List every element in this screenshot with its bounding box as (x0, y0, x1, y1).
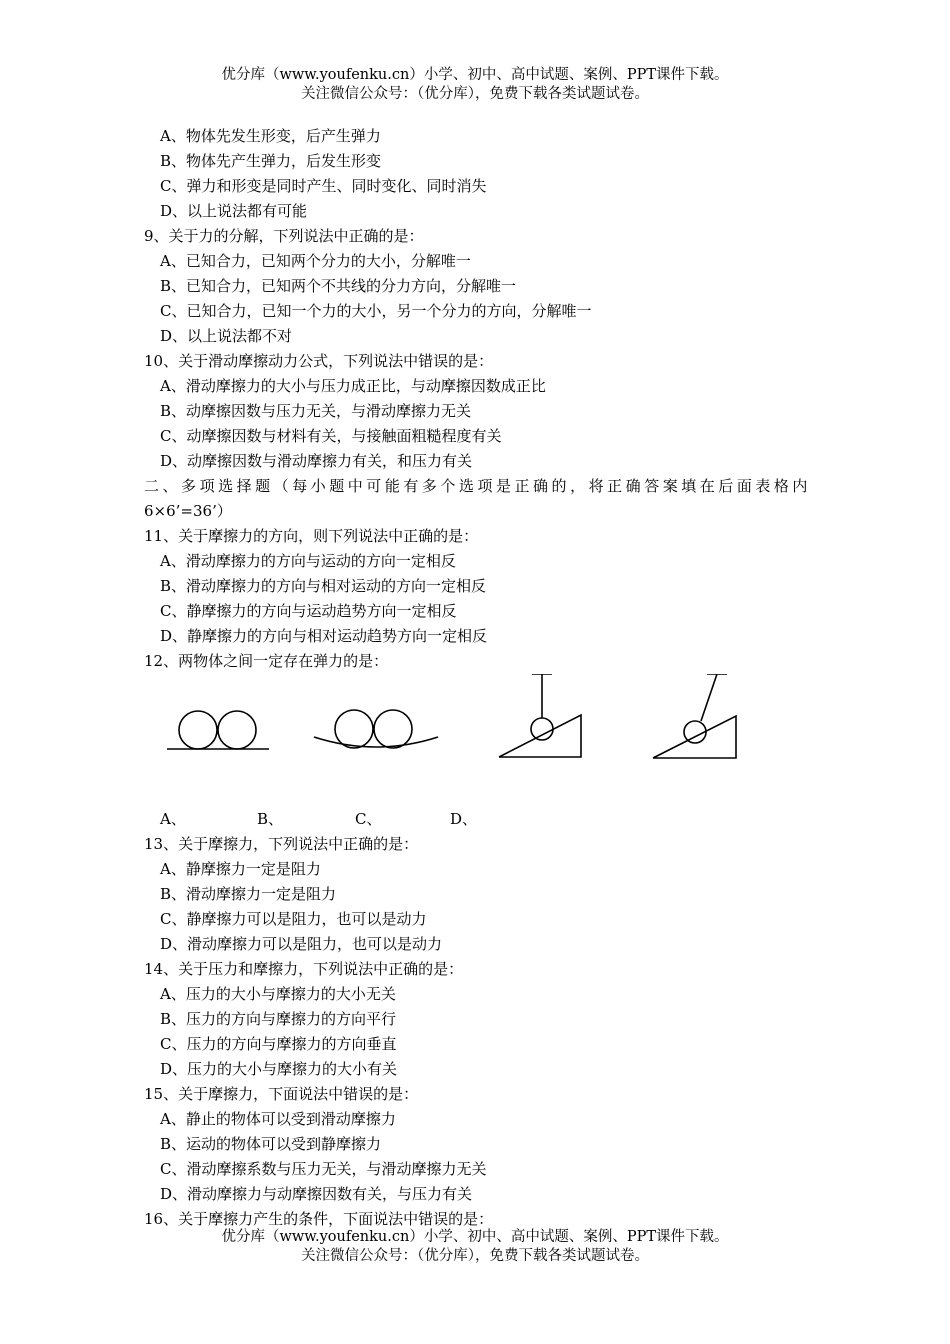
q12-stem: 12、两物体之间一定存在弹力的是： (144, 652, 389, 670)
figure-d (653, 674, 736, 758)
figure-c-ball (531, 718, 553, 740)
figure-c-incline (499, 715, 581, 757)
figure-b (314, 710, 438, 748)
figure-label-c: C、 (355, 810, 382, 828)
footer-line-1: 优分库（www.youfenku.cn）小学、初中、高中试题、案例、PPT课件下载。 (221, 1229, 729, 1245)
q9-option-c: C、已知合力，已知一个力的大小，另一个分力的方向，分解唯一 (160, 302, 592, 320)
figure-b-ball-right (374, 710, 412, 748)
q9-option-b: B、已知合力，已知两个不共线的分力方向，分解唯一 (160, 277, 517, 295)
q10-option-c: C、动摩擦因数与材料有关，与接触面粗糙程度有关 (160, 427, 502, 445)
figure-a-ball-left (179, 711, 217, 749)
figure-label-a: A、 (160, 810, 186, 828)
q14-stem: 14、关于压力和摩擦力，下列说法中正确的是： (144, 960, 464, 978)
q9-option-a: A、已知合力，已知两个分力的大小，分解唯一 (160, 252, 471, 270)
q15-stem: 15、关于摩擦力，下面说法中错误的是： (144, 1085, 419, 1103)
figure-d-incline (653, 716, 736, 758)
q11-option-c: C、静摩擦力的方向与运动趋势方向一定相反 (160, 602, 457, 620)
q14-option-a: A、压力的大小与摩擦力的大小无关 (160, 985, 396, 1003)
q13-option-d: D、滑动摩擦力可以是阻力，也可以是动力 (160, 935, 443, 953)
q15-option-d: D、滑动摩擦力与动摩擦因数有关，与压力有关 (160, 1185, 473, 1203)
footer-line-2: 关注微信公众号：（优分库），免费下载各类试题试卷。 (301, 1248, 649, 1264)
figure-b-ball-left (335, 710, 373, 748)
q13-stem: 13、关于摩擦力，下列说法中正确的是： (144, 835, 419, 853)
q11-option-d: D、静摩擦力的方向与相对运动趋势方向一定相反 (160, 627, 488, 645)
q8-option-d: D、以上说法都有可能 (160, 202, 308, 220)
q8-option-b: B、物体先产生弹力，后发生形变 (160, 152, 382, 170)
q13-option-c: C、静摩擦力可以是阻力，也可以是动力 (160, 910, 427, 928)
section2-heading-cont: 6×6’=36’） (144, 502, 232, 520)
section2-heading: 二、多项选择题（每小题中可能有多个选项是正确的，将正确答案填在后面表格内 (144, 477, 808, 495)
figure-a (167, 711, 269, 749)
q10-stem: 10、关于滑动摩擦动力公式，下列说法中错误的是： (144, 352, 494, 370)
q13-option-b: B、滑动摩擦力一定是阻力 (160, 885, 337, 903)
q12-figures (144, 674, 808, 807)
q8-option-a: A、物体先发生形变，后产生弹力 (160, 127, 381, 145)
q14-option-d: D、压力的大小与摩擦力的大小有关 (160, 1060, 398, 1078)
page-header (0, 66, 950, 104)
q9-stem: 9、关于力的分解，下列说法中正确的是： (144, 227, 424, 245)
q15-option-c: C、滑动摩擦系数与压力无关，与滑动摩擦力无关 (160, 1160, 487, 1178)
figure-label-d: D、 (450, 810, 478, 828)
header-line-1: 优分库（www.youfenku.cn）小学、初中、高中试题、案例、PPT课件下载。 (221, 67, 729, 83)
q11-option-a: A、滑动摩擦力的方向与运动的方向一定相反 (160, 552, 456, 570)
q16-stem: 16、关于摩擦力产生的条件，下面说法中错误的是： (144, 1210, 494, 1228)
q8-option-c: C、弹力和形变是同时产生、同时变化、同时消失 (160, 177, 487, 195)
figure-c (499, 674, 581, 757)
q11-stem: 11、关于摩擦力的方向，则下列说法中正确的是： (144, 527, 479, 545)
q13-option-a: A、静摩擦力一定是阻力 (160, 860, 321, 878)
q10-option-d: D、动摩擦因数与滑动摩擦力有关，和压力有关 (160, 452, 473, 470)
q14-option-c: C、压力的方向与摩擦力的方向垂直 (160, 1035, 397, 1053)
figure-a-ball-right (218, 711, 256, 749)
header-line-2: 关注微信公众号：（优分库），免费下载各类试题试卷。 (301, 86, 649, 102)
q10-option-b: B、动摩擦因数与压力无关，与滑动摩擦力无关 (160, 402, 472, 420)
q15-option-a: A、静止的物体可以受到滑动摩擦力 (160, 1110, 396, 1128)
q10-option-a: A、滑动摩擦力的大小与压力成正比，与动摩擦因数成正比 (160, 377, 546, 395)
q12-figures-svg (144, 674, 808, 807)
question-content (144, 124, 808, 1232)
q12-figure-labels (144, 807, 808, 832)
q15-option-b: B、运动的物体可以受到静摩擦力 (160, 1135, 382, 1153)
figure-d-string (701, 674, 717, 721)
q9-option-d: D、以上说法都不对 (160, 327, 293, 345)
q14-option-b: B、压力的方向与摩擦力的方向平行 (160, 1010, 397, 1028)
page-footer (0, 1228, 950, 1266)
q11-option-b: B、滑动摩擦力的方向与相对运动的方向一定相反 (160, 577, 487, 595)
figure-label-b: B、 (257, 810, 284, 828)
